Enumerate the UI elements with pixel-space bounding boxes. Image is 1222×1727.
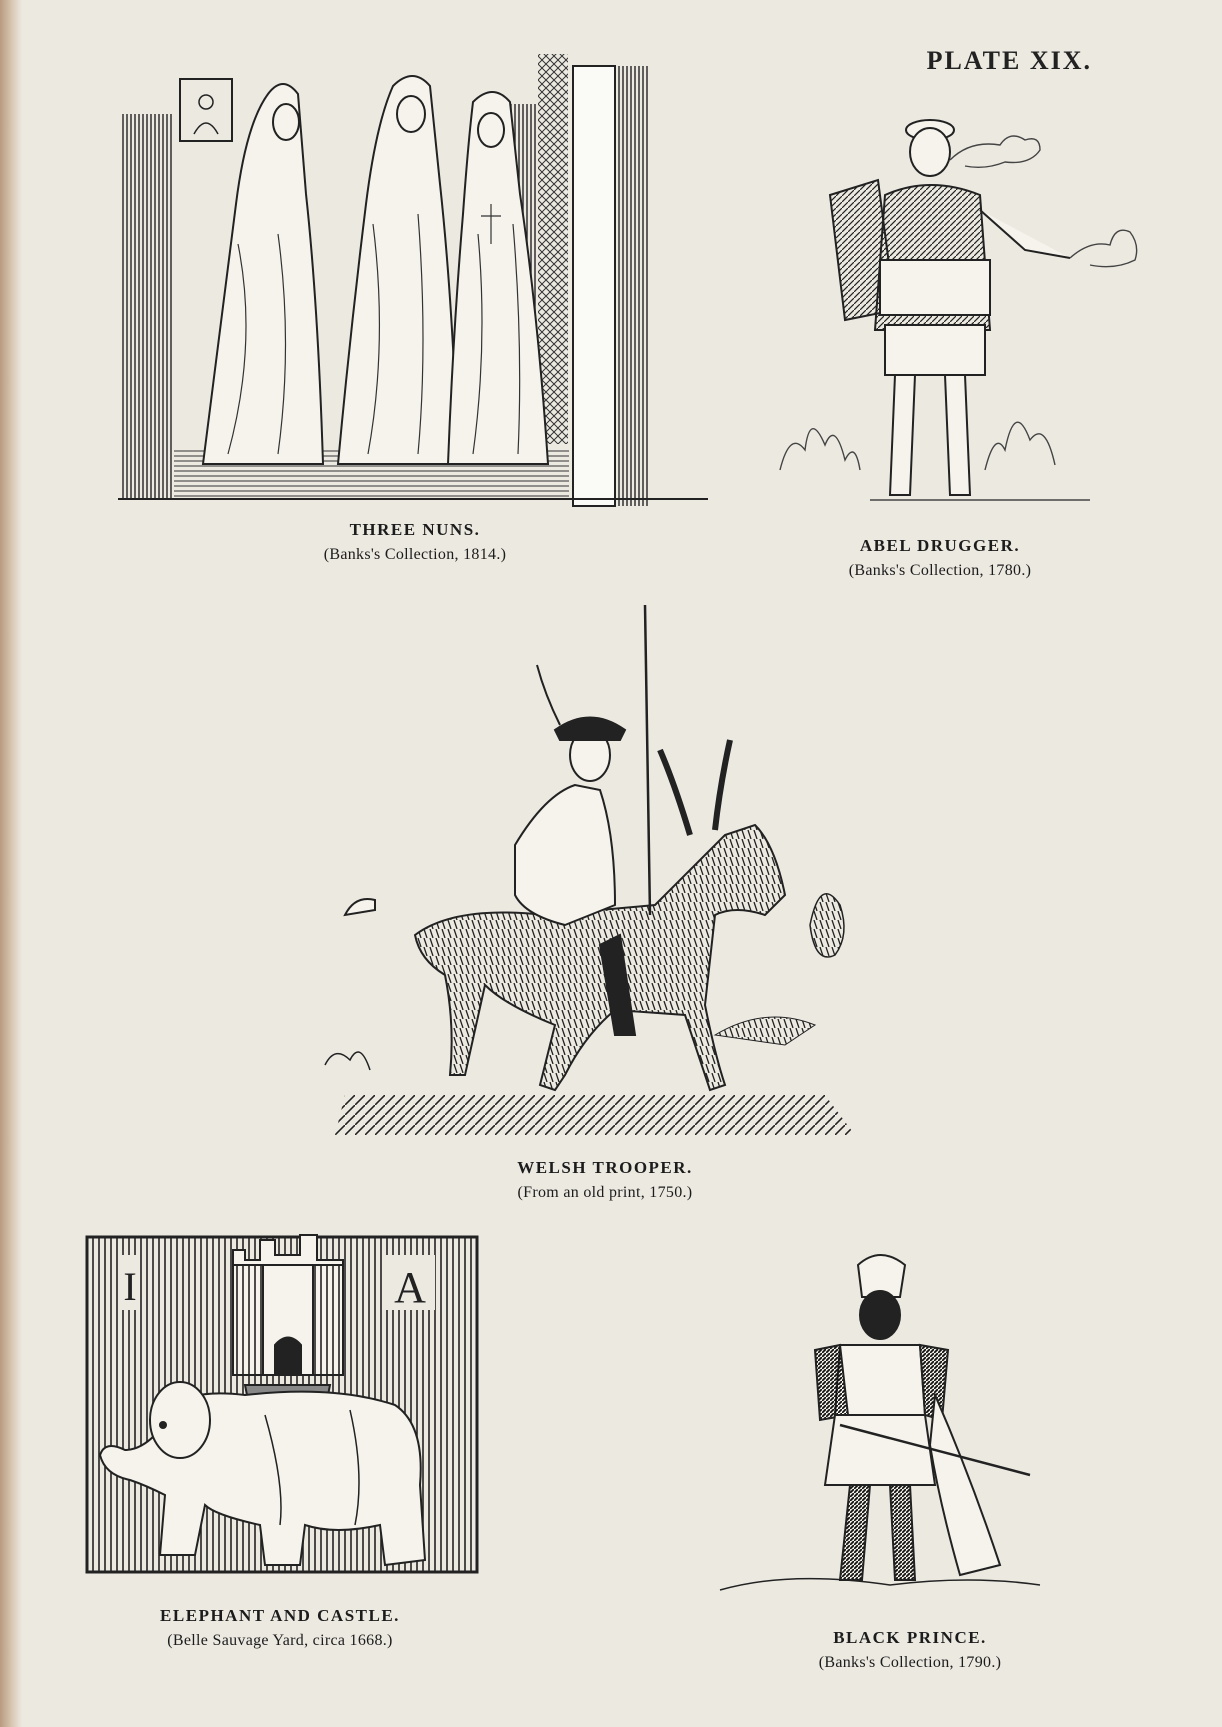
figure-source: (From an old print, 1750.) — [517, 1184, 693, 1201]
figure-title: ABEL DRUGGER. — [859, 536, 1021, 555]
book-gutter — [0, 0, 22, 1727]
sign-letter-a: A — [394, 1263, 426, 1312]
elephant-and-castle-illustration — [85, 1225, 480, 1575]
black-prince-illustration — [710, 1245, 1090, 1610]
figure-title: WELSH TROOPER. — [517, 1158, 693, 1177]
figure-title: THREE NUNS. — [349, 520, 481, 539]
figure-title: ELEPHANT AND CASTLE. — [160, 1606, 400, 1625]
abel-drugger-caption — [770, 536, 1110, 580]
welsh-trooper-illustration — [315, 605, 895, 1145]
abel-drugger-illustration — [770, 100, 1140, 520]
black-prince-caption — [750, 1628, 1070, 1672]
figure-source: (Banks's Collection, 1780.) — [848, 562, 1032, 579]
figure-source: (Belle Sauvage Yard, circa 1668.) — [167, 1632, 393, 1649]
three-nuns-caption — [240, 520, 590, 564]
welsh-trooper-caption — [430, 1158, 780, 1202]
figure-title: BLACK PRINCE. — [833, 1628, 987, 1647]
three-nuns-illustration — [118, 44, 708, 509]
sign-letter-i: I — [123, 1264, 137, 1309]
figure-source: (Banks's Collection, 1814.) — [323, 546, 507, 563]
elephant-and-castle-caption — [100, 1606, 460, 1650]
plate-title: PLATE XIX. — [926, 46, 1092, 75]
figure-source: (Banks's Collection, 1790.) — [818, 1654, 1002, 1671]
